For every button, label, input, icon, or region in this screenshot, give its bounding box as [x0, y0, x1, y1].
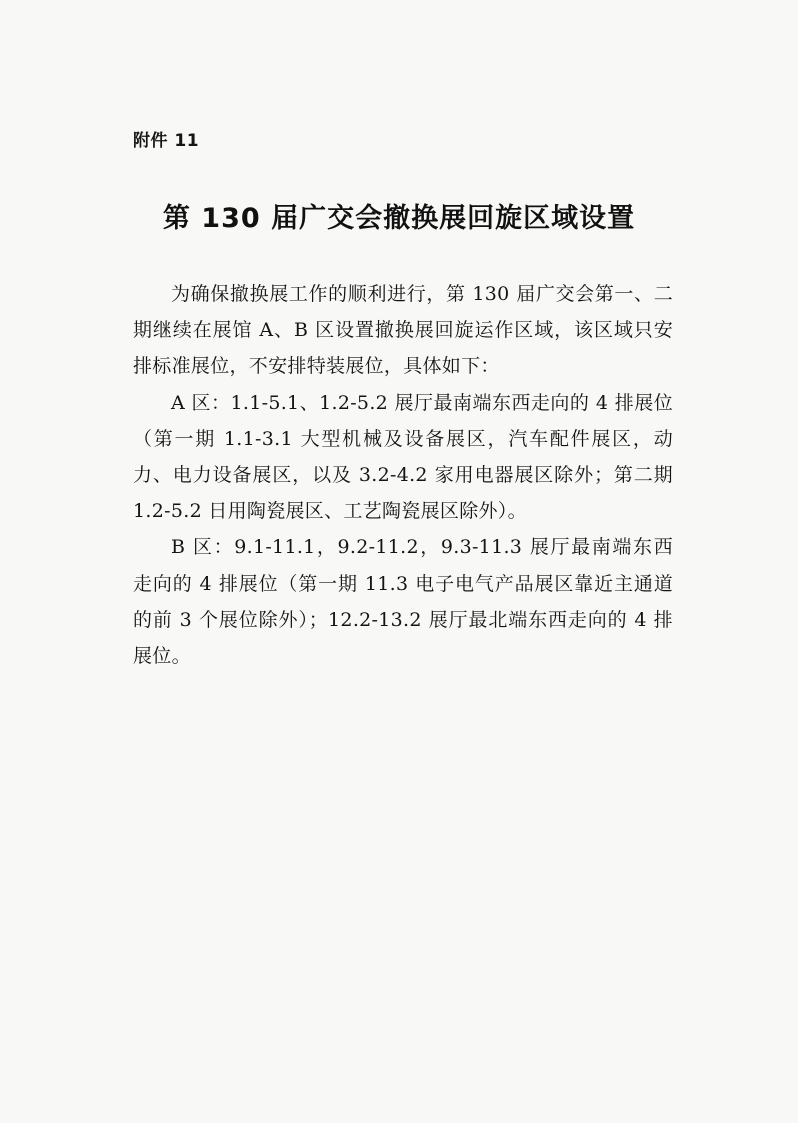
attachment-label: 附件 11 — [133, 131, 200, 151]
document-title: 第 130 届广交会撤换展回旋区域设置 — [162, 203, 636, 234]
paragraph-intro: 为确保撤换展工作的顺利进行，第 130 届广交会第一、二期继续在展馆 A、B 区设置撤换展回旋运作区域，该区域只安排标准展位，不安排特装展位，具体如下： — [133, 283, 673, 378]
document-body — [133, 276, 673, 674]
paragraph-zone-b: B 区：9.1-11.1，9.2-11.2，9.3-11.3 展厅最南端东西走向的 4 排展位（第一期 11.3 电子电气产品展区靠近主通道的前 3 个展位除外）；12.2-13.2 展厅最北端东西走向的 4 排展位。 — [133, 536, 673, 668]
paragraph-zone-a: A 区：1.1-5.1、1.2-5.2 展厅最南端东西走向的 4 排展位（第一期 1.1-3.1 大型机械及设备展区，汽车配件展区，动力、电力设备展区，以及 3.2-4.2 家用电器展区除外；第二期 1.2-5.2 日用陶瓷展区、工艺陶瓷展区除外）。 — [133, 391, 673, 523]
